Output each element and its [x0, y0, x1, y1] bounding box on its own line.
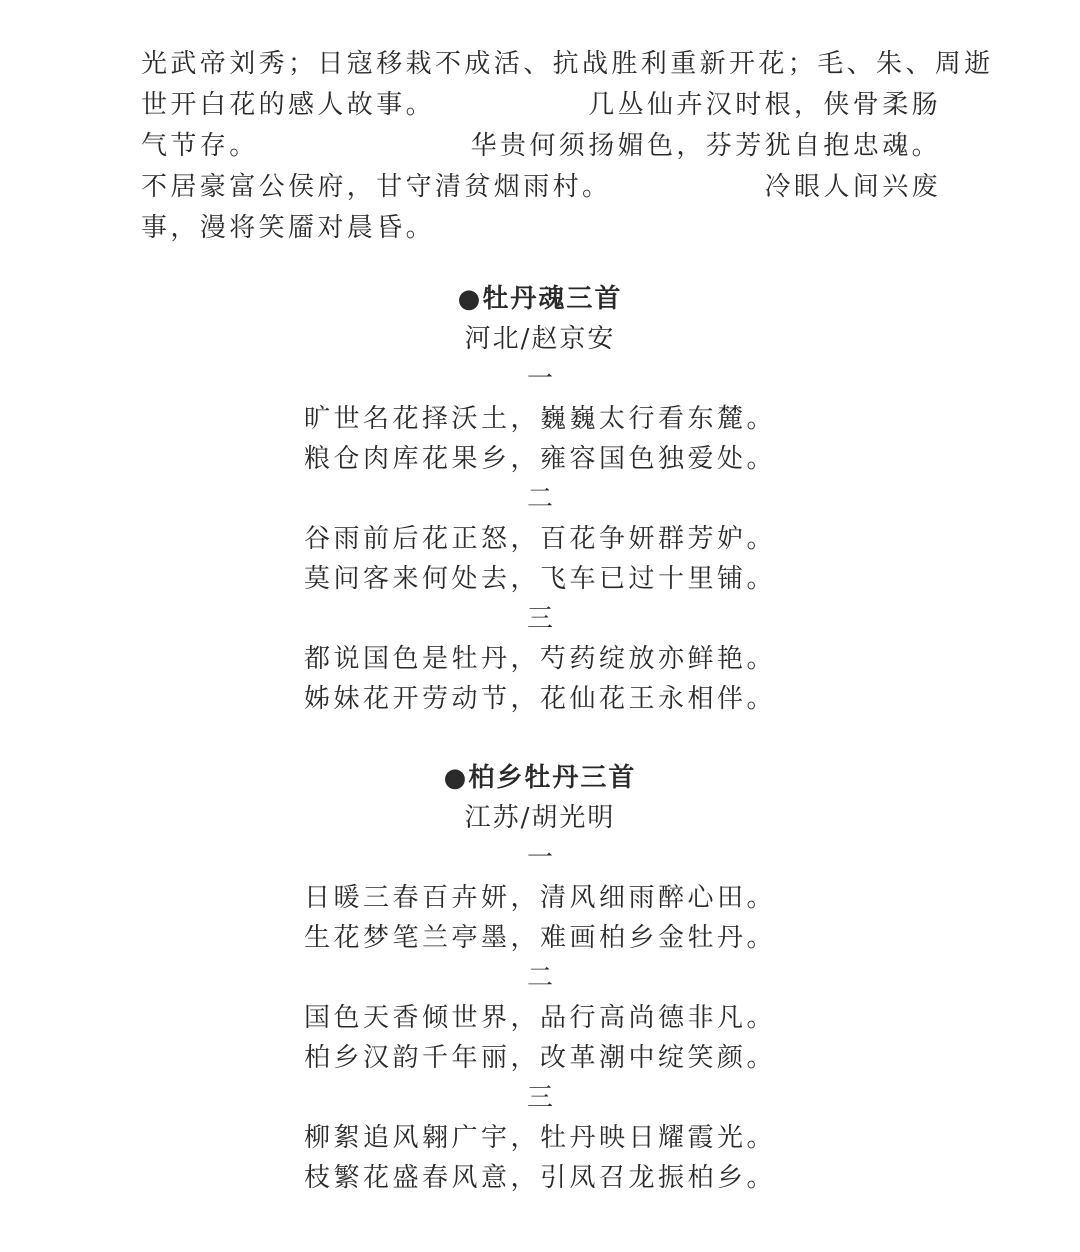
- intro-text: 冷眼人间兴废: [764, 172, 941, 202]
- verse-line: 莫问客来何处去，飞车已过十里铺。: [303, 564, 776, 594]
- intro-line: [141, 44, 994, 85]
- verse-line: 柏乡汉韵千年丽，改革潮中绽笑颜。: [303, 1043, 776, 1073]
- intro-text: 世开白花的感人故事。: [141, 90, 436, 120]
- verse-line: 日暖三春百卉妍，清风细雨醉心田。: [303, 883, 776, 913]
- intro-line: [141, 85, 941, 126]
- intro-text: 华贵何须扬媚色，芬芳犹自抱忠魂。: [470, 131, 941, 161]
- section-number: 二: [526, 963, 553, 993]
- section-number: 一: [526, 843, 553, 873]
- poem-title: ●牡丹魂三首: [457, 284, 623, 314]
- intro-line: [141, 126, 941, 167]
- section-number: 三: [526, 1083, 553, 1113]
- poem-mudan-hun: [0, 279, 1080, 719]
- intro-text: 气节存。: [141, 131, 259, 161]
- verse-line: 枝繁花盛春风意，引凤召龙振柏乡。: [303, 1163, 776, 1193]
- verse-line: 柳絮追风翱广宇，牡丹映日耀霞光。: [303, 1123, 776, 1153]
- poem-baixiang-mudan: [0, 758, 1080, 1198]
- verse-line: 生花梦笔兰亭墨，难画柏乡金牡丹。: [303, 923, 776, 953]
- poem-author: 江苏/胡光明: [464, 803, 616, 833]
- intro-text: 不居豪富公侯府，甘守清贫烟雨村。: [141, 172, 612, 202]
- poem-title: ●柏乡牡丹三首: [443, 763, 637, 793]
- section-number: 二: [526, 484, 553, 514]
- verse-line: 谷雨前后花正怒，百花争妍群芳妒。: [303, 524, 776, 554]
- intro-text: 事，漫将笑靥对晨昏。: [141, 213, 436, 243]
- intro-text: 光武帝刘秀；日寇移栽不成活、抗战胜利重新开花；毛、朱、周逝: [141, 49, 994, 79]
- verse-line: 都说国色是牡丹，芍药绽放亦鲜艳。: [303, 644, 776, 674]
- intro-paragraph: [141, 44, 994, 249]
- intro-line: [141, 208, 941, 249]
- verse-line: 旷世名花择沃土，巍巍太行看东麓。: [303, 404, 776, 434]
- section-number: 三: [526, 604, 553, 634]
- verse-line: 粮仓肉库花果乡，雍容国色独爱处。: [303, 444, 776, 474]
- verse-line: 姊妹花开劳动节，花仙花王永相伴。: [303, 684, 776, 714]
- intro-line: [141, 167, 941, 208]
- section-number: 一: [526, 364, 553, 394]
- verse-line: 国色天香倾世界，品行高尚德非凡。: [303, 1003, 776, 1033]
- poem-author: 河北/赵京安: [464, 324, 616, 354]
- intro-text: 几丛仙卉汉时根，侠骨柔肠: [588, 90, 941, 120]
